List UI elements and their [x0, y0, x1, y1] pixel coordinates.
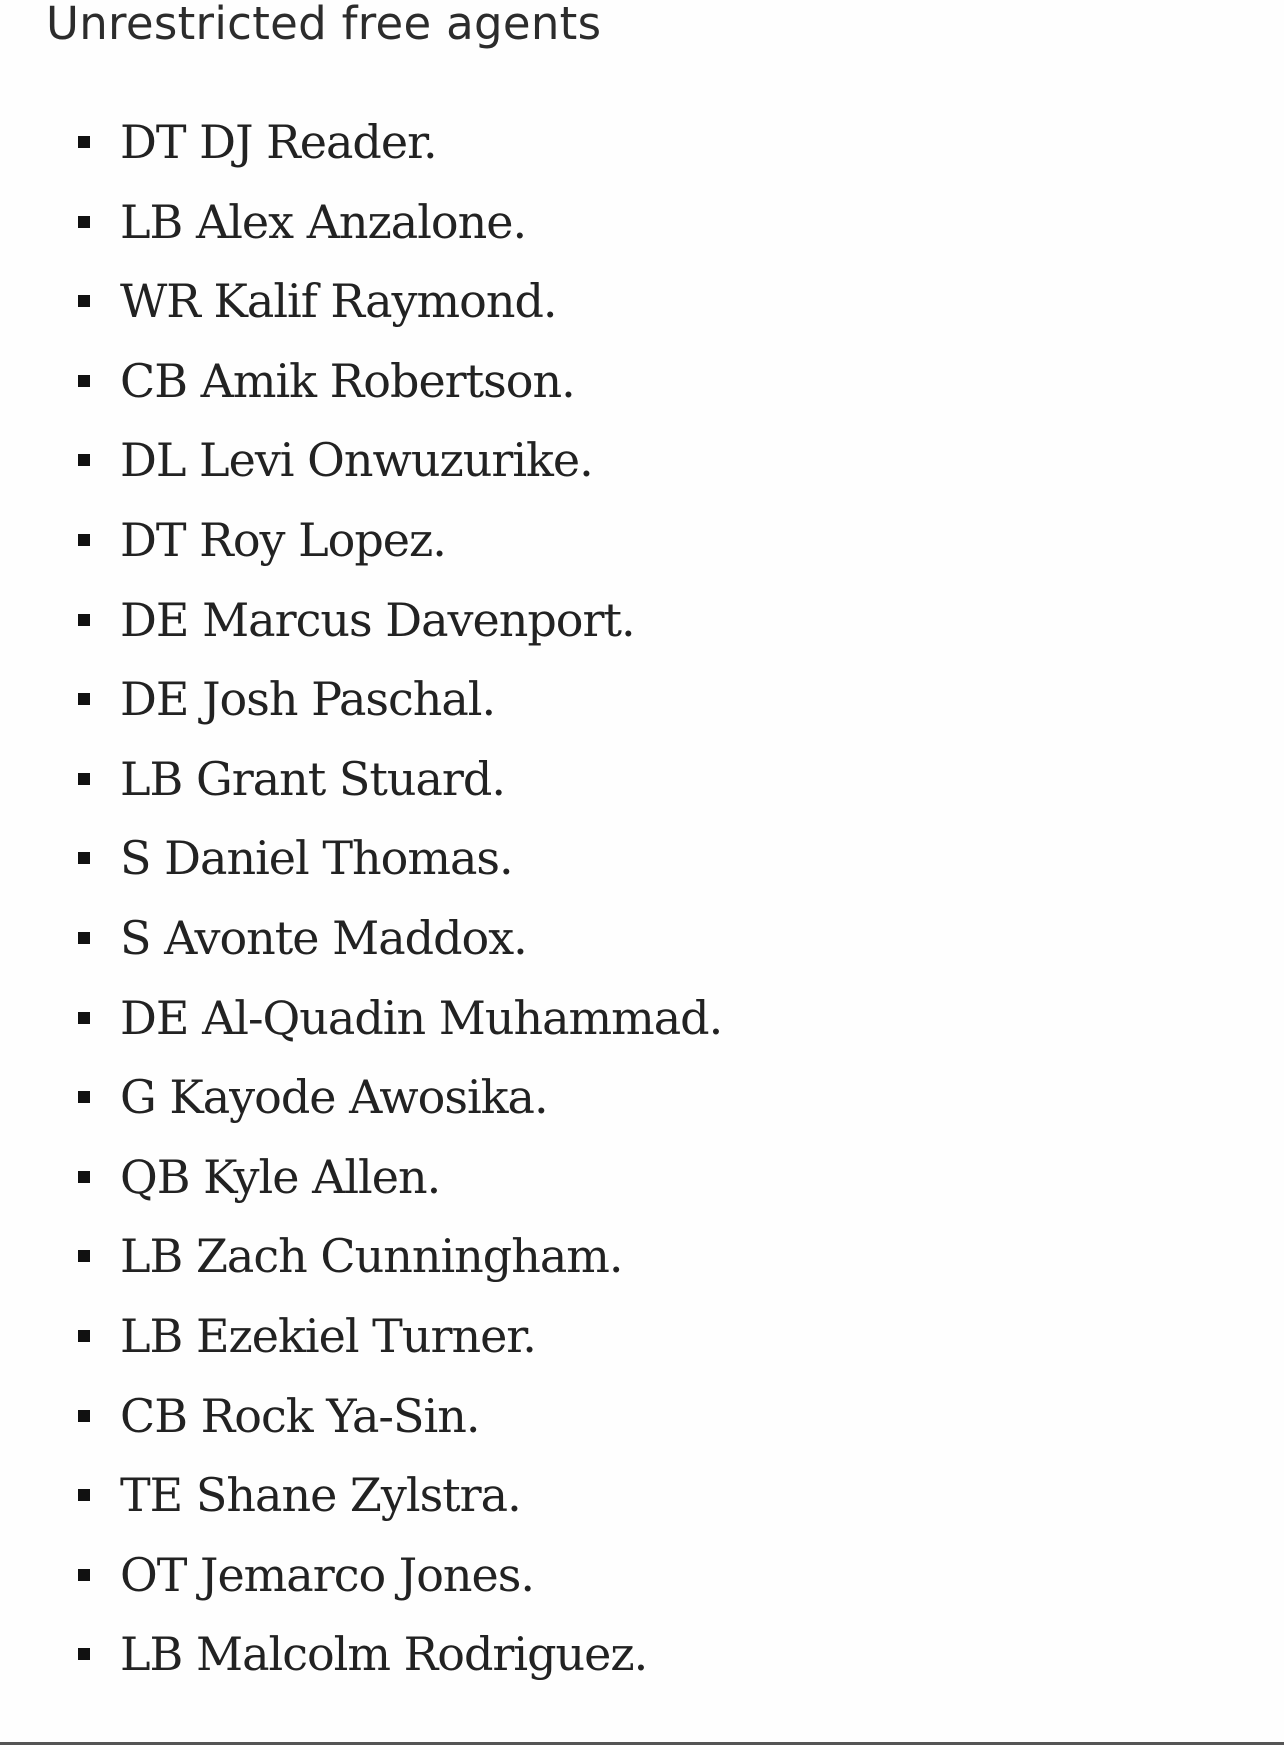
agent-name: G Kayode Awosika.	[120, 1070, 548, 1125]
square-bullet-icon	[78, 1648, 90, 1660]
agent-name: LB Grant Stuard.	[120, 751, 505, 806]
agent-name: LB Alex Anzalone.	[120, 194, 527, 249]
square-bullet-icon	[78, 1410, 90, 1422]
square-bullet-icon	[78, 1091, 90, 1103]
agent-name: QB Kyle Allen.	[120, 1149, 441, 1204]
square-bullet-icon	[78, 295, 90, 307]
agent-name: DE Al-Quadin Muhammad.	[120, 990, 723, 1045]
square-bullet-icon	[78, 454, 90, 466]
agent-name: LB Ezekiel Turner.	[120, 1308, 536, 1363]
square-bullet-icon	[78, 375, 90, 387]
square-bullet-icon	[78, 852, 90, 864]
agent-name: LB Malcolm Rodriguez.	[120, 1627, 648, 1682]
square-bullet-icon	[78, 1171, 90, 1183]
square-bullet-icon	[78, 693, 90, 705]
section-heading: Unrestricted free agents	[46, 0, 602, 50]
agent-name: DT DJ Reader.	[120, 115, 437, 169]
agent-name: LB Zach Cunningham.	[120, 1229, 623, 1284]
agent-name: CB Rock Ya-Sin.	[120, 1388, 480, 1443]
square-bullet-icon	[78, 1012, 90, 1024]
square-bullet-icon	[78, 1569, 90, 1581]
agent-name: S Avonte Maddox.	[120, 910, 527, 965]
square-bullet-icon	[78, 534, 90, 546]
agent-name: OT Jemarco Jones.	[120, 1547, 535, 1602]
agent-name: DE Josh Paschal.	[120, 672, 496, 727]
agent-name: DT Roy Lopez.	[120, 512, 446, 567]
agent-name: WR Kalif Raymond.	[120, 274, 557, 329]
square-bullet-icon	[78, 773, 90, 785]
square-bullet-icon	[78, 614, 90, 626]
square-bullet-icon	[78, 136, 90, 148]
agent-name: DE Marcus Davenport.	[120, 592, 635, 647]
agent-name: TE Shane Zylstra.	[120, 1468, 521, 1523]
agent-name: DL Levi Onwuzurike.	[120, 433, 593, 488]
square-bullet-icon	[78, 932, 90, 944]
square-bullet-icon	[78, 1489, 90, 1501]
square-bullet-icon	[78, 216, 90, 228]
agent-name: CB Amik Robertson.	[120, 353, 575, 408]
square-bullet-icon	[78, 1250, 90, 1262]
square-bullet-icon	[78, 1330, 90, 1342]
agent-name: S Daniel Thomas.	[120, 831, 513, 886]
